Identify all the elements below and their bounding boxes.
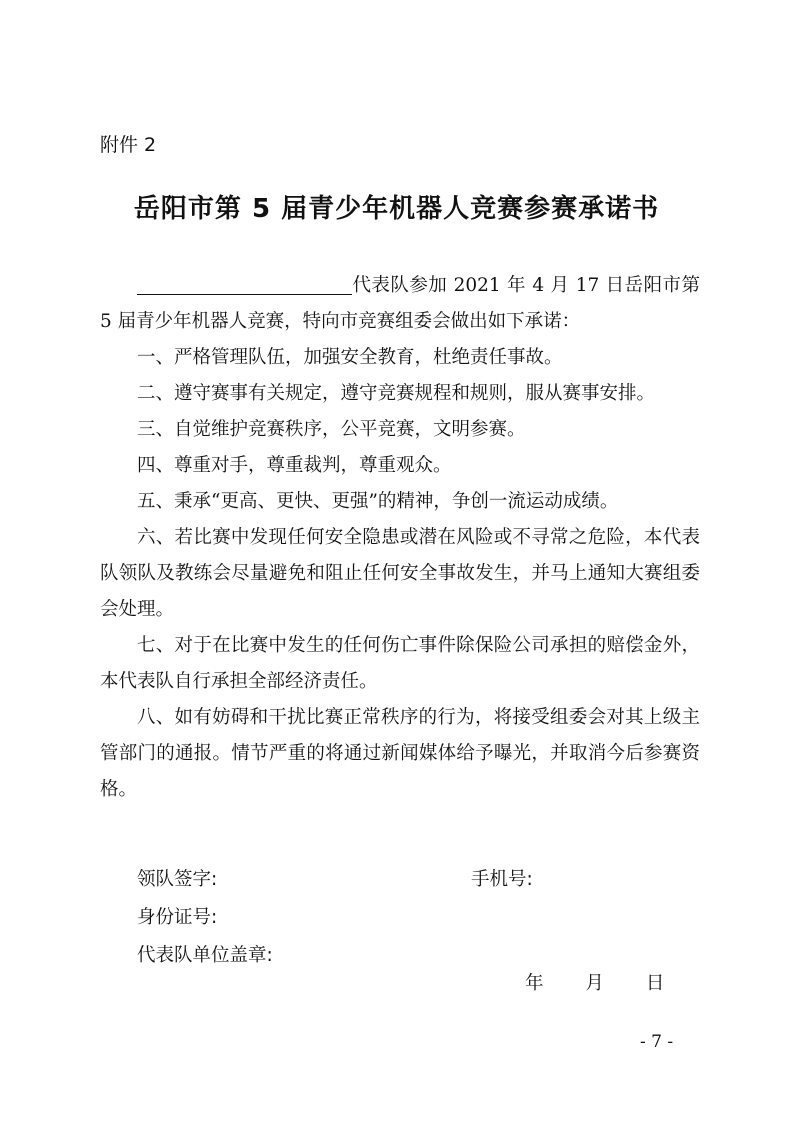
intro-text: 代表队参加 2021 年 4 月 17 日岳阳市第 5 届青少年机器人竞赛，特向市竞赛组委会做出如下承诺：: [100, 275, 700, 332]
commitment-item-1: 一、严格管理队伍，加强安全教育，杜绝责任事故。: [137, 347, 563, 368]
signature-block: [137, 862, 697, 976]
commitment-item-6: 六、若比赛中发现任何安全隐患或潜在风险或不寻常之危险，本代表队领队及教练会尽量避免和阻止任何安全事故发生，并马上通知大赛组委会处理。: [100, 527, 700, 620]
attachment-label: 附件 2: [100, 134, 157, 156]
commitment-item-5: 五、秉承“更高、更快、更强”的精神，争创一流运动成绩。: [137, 491, 619, 512]
commitment-item-2: 二、遵守赛事有关规定，遵守竞赛规程和规则，服从赛事安排。: [137, 383, 656, 404]
commitment-item-4: 四、尊重对手，尊重裁判，尊重观众。: [137, 455, 452, 476]
team-name-blank[interactable]: [137, 272, 352, 295]
date-day-label: 日: [645, 973, 665, 994]
signature-row-id: [137, 900, 697, 938]
page-number: - 7 -: [640, 1032, 674, 1052]
unit-seal-label: 代表队单位盖章:: [137, 945, 273, 966]
intro-paragraph: [100, 268, 700, 340]
document-body: [100, 268, 700, 808]
leader-signature-label: 领队签字:: [137, 869, 218, 890]
commitment-item-3: 三、自觉维护竞赛秩序，公平竞赛，文明参赛。: [137, 419, 526, 440]
date-line: [525, 970, 664, 998]
date-month-label: 月: [585, 973, 604, 994]
document-title: 岳阳市第 5 届青少年机器人竞赛参赛承诺书: [133, 194, 660, 224]
date-year-label: 年: [525, 973, 544, 994]
commitment-item-8: 八、如有妨碍和干扰比赛正常秩序的行为，将接受组委会对其上级主管部门的通报。情节严重的将通过新闻媒体给予曝光，并取消今后参赛资格。: [100, 707, 700, 800]
phone-label: 手机号:: [471, 869, 533, 890]
id-number-label: 身份证号:: [137, 907, 218, 928]
commitment-item-7: 七、对于在比赛中发生的任何伤亡事件除保险公司承担的赔偿金外，本代表队自行承担全部经济责任。: [100, 635, 700, 692]
signature-row-leader: [137, 862, 697, 900]
